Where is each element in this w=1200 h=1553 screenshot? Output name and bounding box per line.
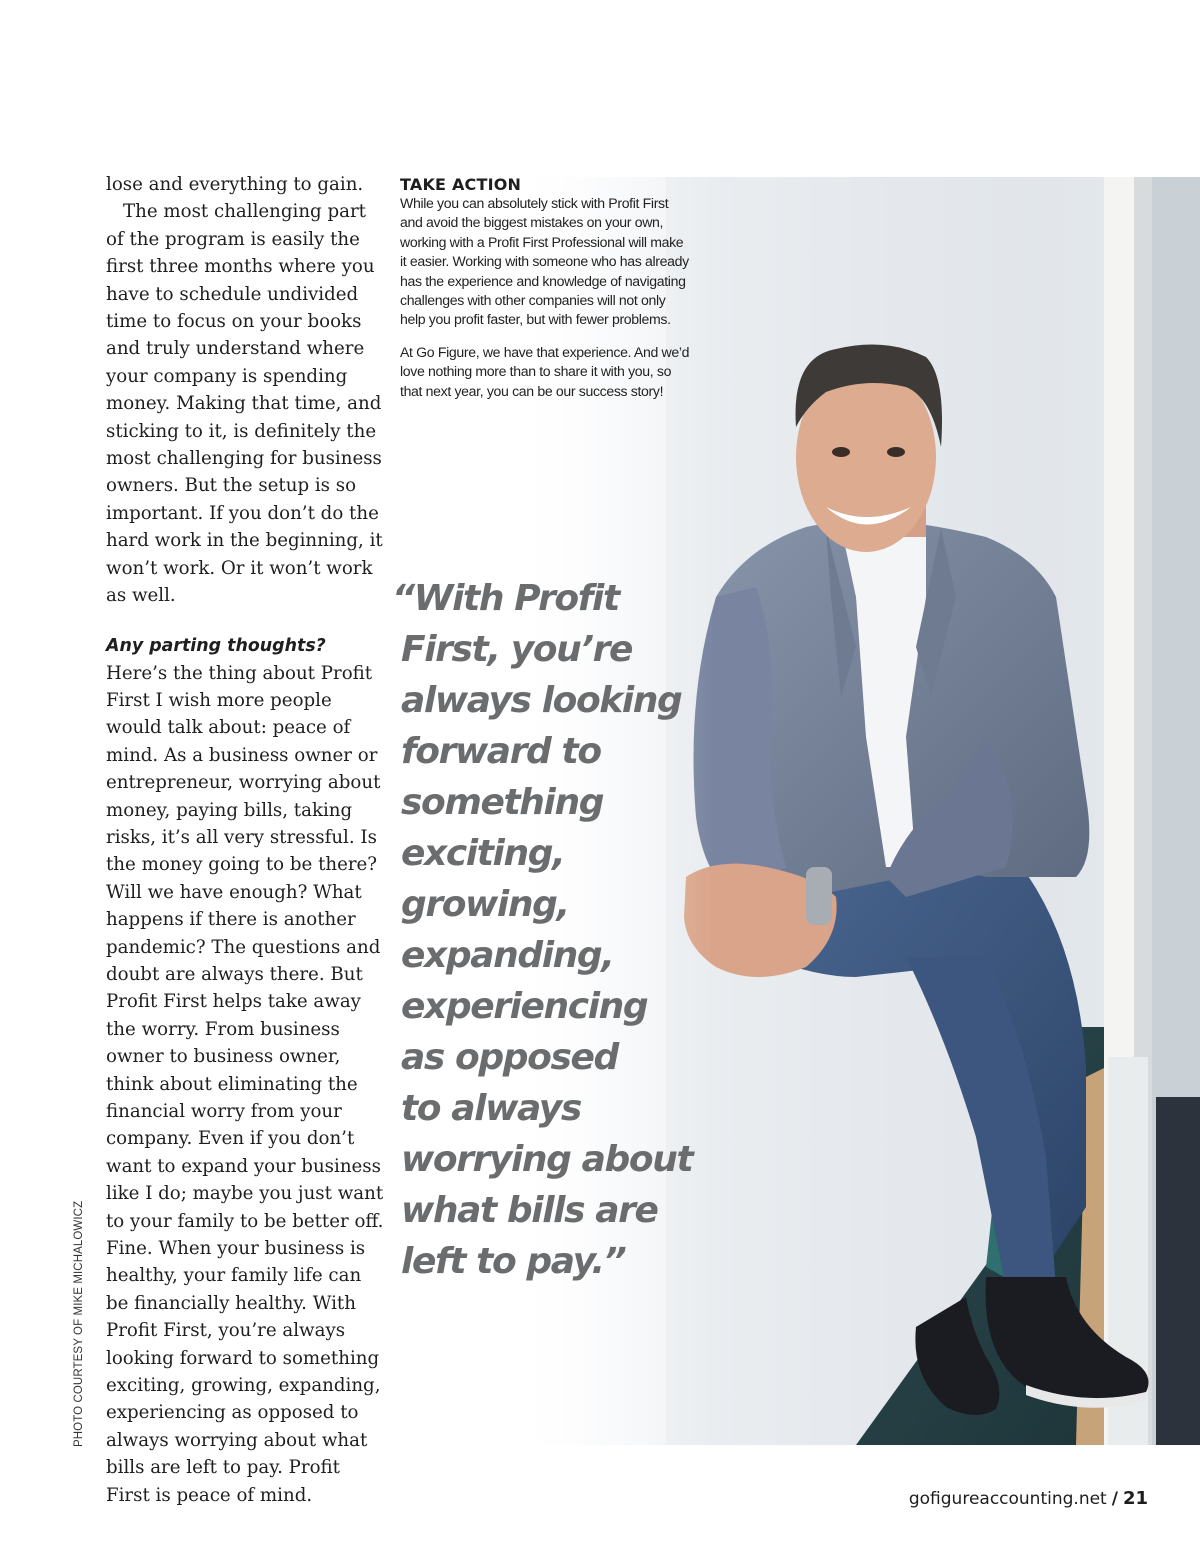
- footer-site-link[interactable]: gofigureaccounting.net: [908, 1489, 1107, 1509]
- pull-quote-line: growing,: [401, 884, 569, 925]
- pull-quote: [392, 573, 692, 1287]
- pull-quote-line: “With Profit: [392, 578, 619, 619]
- pull-quote-line: First, you’re: [401, 629, 633, 670]
- pull-quote-line: something: [401, 782, 604, 823]
- pull-quote-line: what bills are: [401, 1190, 658, 1231]
- pull-quote-line: forward to: [401, 731, 601, 772]
- section-subhead: Any parting thoughts?: [106, 635, 326, 656]
- article-body: [106, 171, 388, 1509]
- photo-credit: PHOTO COURTESY OF MIKE MICHALOWICZ: [73, 1200, 85, 1447]
- body-paragraph: lose and everything to gain.: [106, 174, 364, 195]
- body-paragraph: Here’s the thing about Profit First I wish more people would talk about: peace of mind. As a business owner or entrepreneur, worrying about money, paying bills, taking risks, it’s all very stressful. Is the money going to be there? Will we have enough? What happens if there is another pandemic? The questions and doubt are always there. But Profit First helps take away the worry. From business owner to business owner, think about eliminating the financial worry from your company. Even if you don’t want to expand your business like I do; maybe you just want to your family to be better off. Fine. When your business is healthy, your family life can be financially healthy. With Profit First, you’re always looking forward to something exciting, growing, expanding, experiencing as opposed to always worrying about what bills are left to pay. Profit First is peace of mind.: [106, 662, 384, 1506]
- take-action-paragraph: While you can absolutely stick with Profit First and avoid the biggest mistakes on your own, working with a Profit First Professional will make it easier. Working with someone who has already has the experience and knowledge of navigating challenges with other companies will not only help you profit faster, but with fewer problems.: [400, 195, 689, 328]
- page-number: 21: [1122, 1488, 1148, 1509]
- pull-quote-line: always looking: [401, 680, 682, 721]
- pull-quote-line: as opposed: [401, 1037, 618, 1078]
- footer-separator: /: [1111, 1489, 1118, 1509]
- take-action-title: TAKE ACTION: [400, 175, 522, 194]
- take-action-paragraph: At Go Figure, we have that experience. And we’d love nothing more than to share it with you, so that next year, you can be our success story!: [400, 343, 690, 399]
- pull-quote-line: exciting,: [401, 833, 565, 874]
- take-action-sidebar: [400, 175, 690, 401]
- pull-quote-line: left to pay.”: [401, 1241, 626, 1282]
- pull-quote-line: worrying about: [401, 1139, 693, 1180]
- body-paragraph: The most challenging part of the program is easily the first three months where you have to schedule undivided time to focus on your books and truly understand where your company is spending money. Making that time, and sticking to it, is definitely the most challenging for business owners. But the setup is so important. If you don’t do the hard work in the beginning, it won’t work. Or it won’t work as well.: [106, 201, 383, 607]
- pull-quote-line: experiencing: [401, 986, 648, 1027]
- pull-quote-line: expanding,: [401, 935, 614, 976]
- pull-quote-line: to always: [401, 1088, 581, 1129]
- page-footer: [909, 1488, 1148, 1509]
